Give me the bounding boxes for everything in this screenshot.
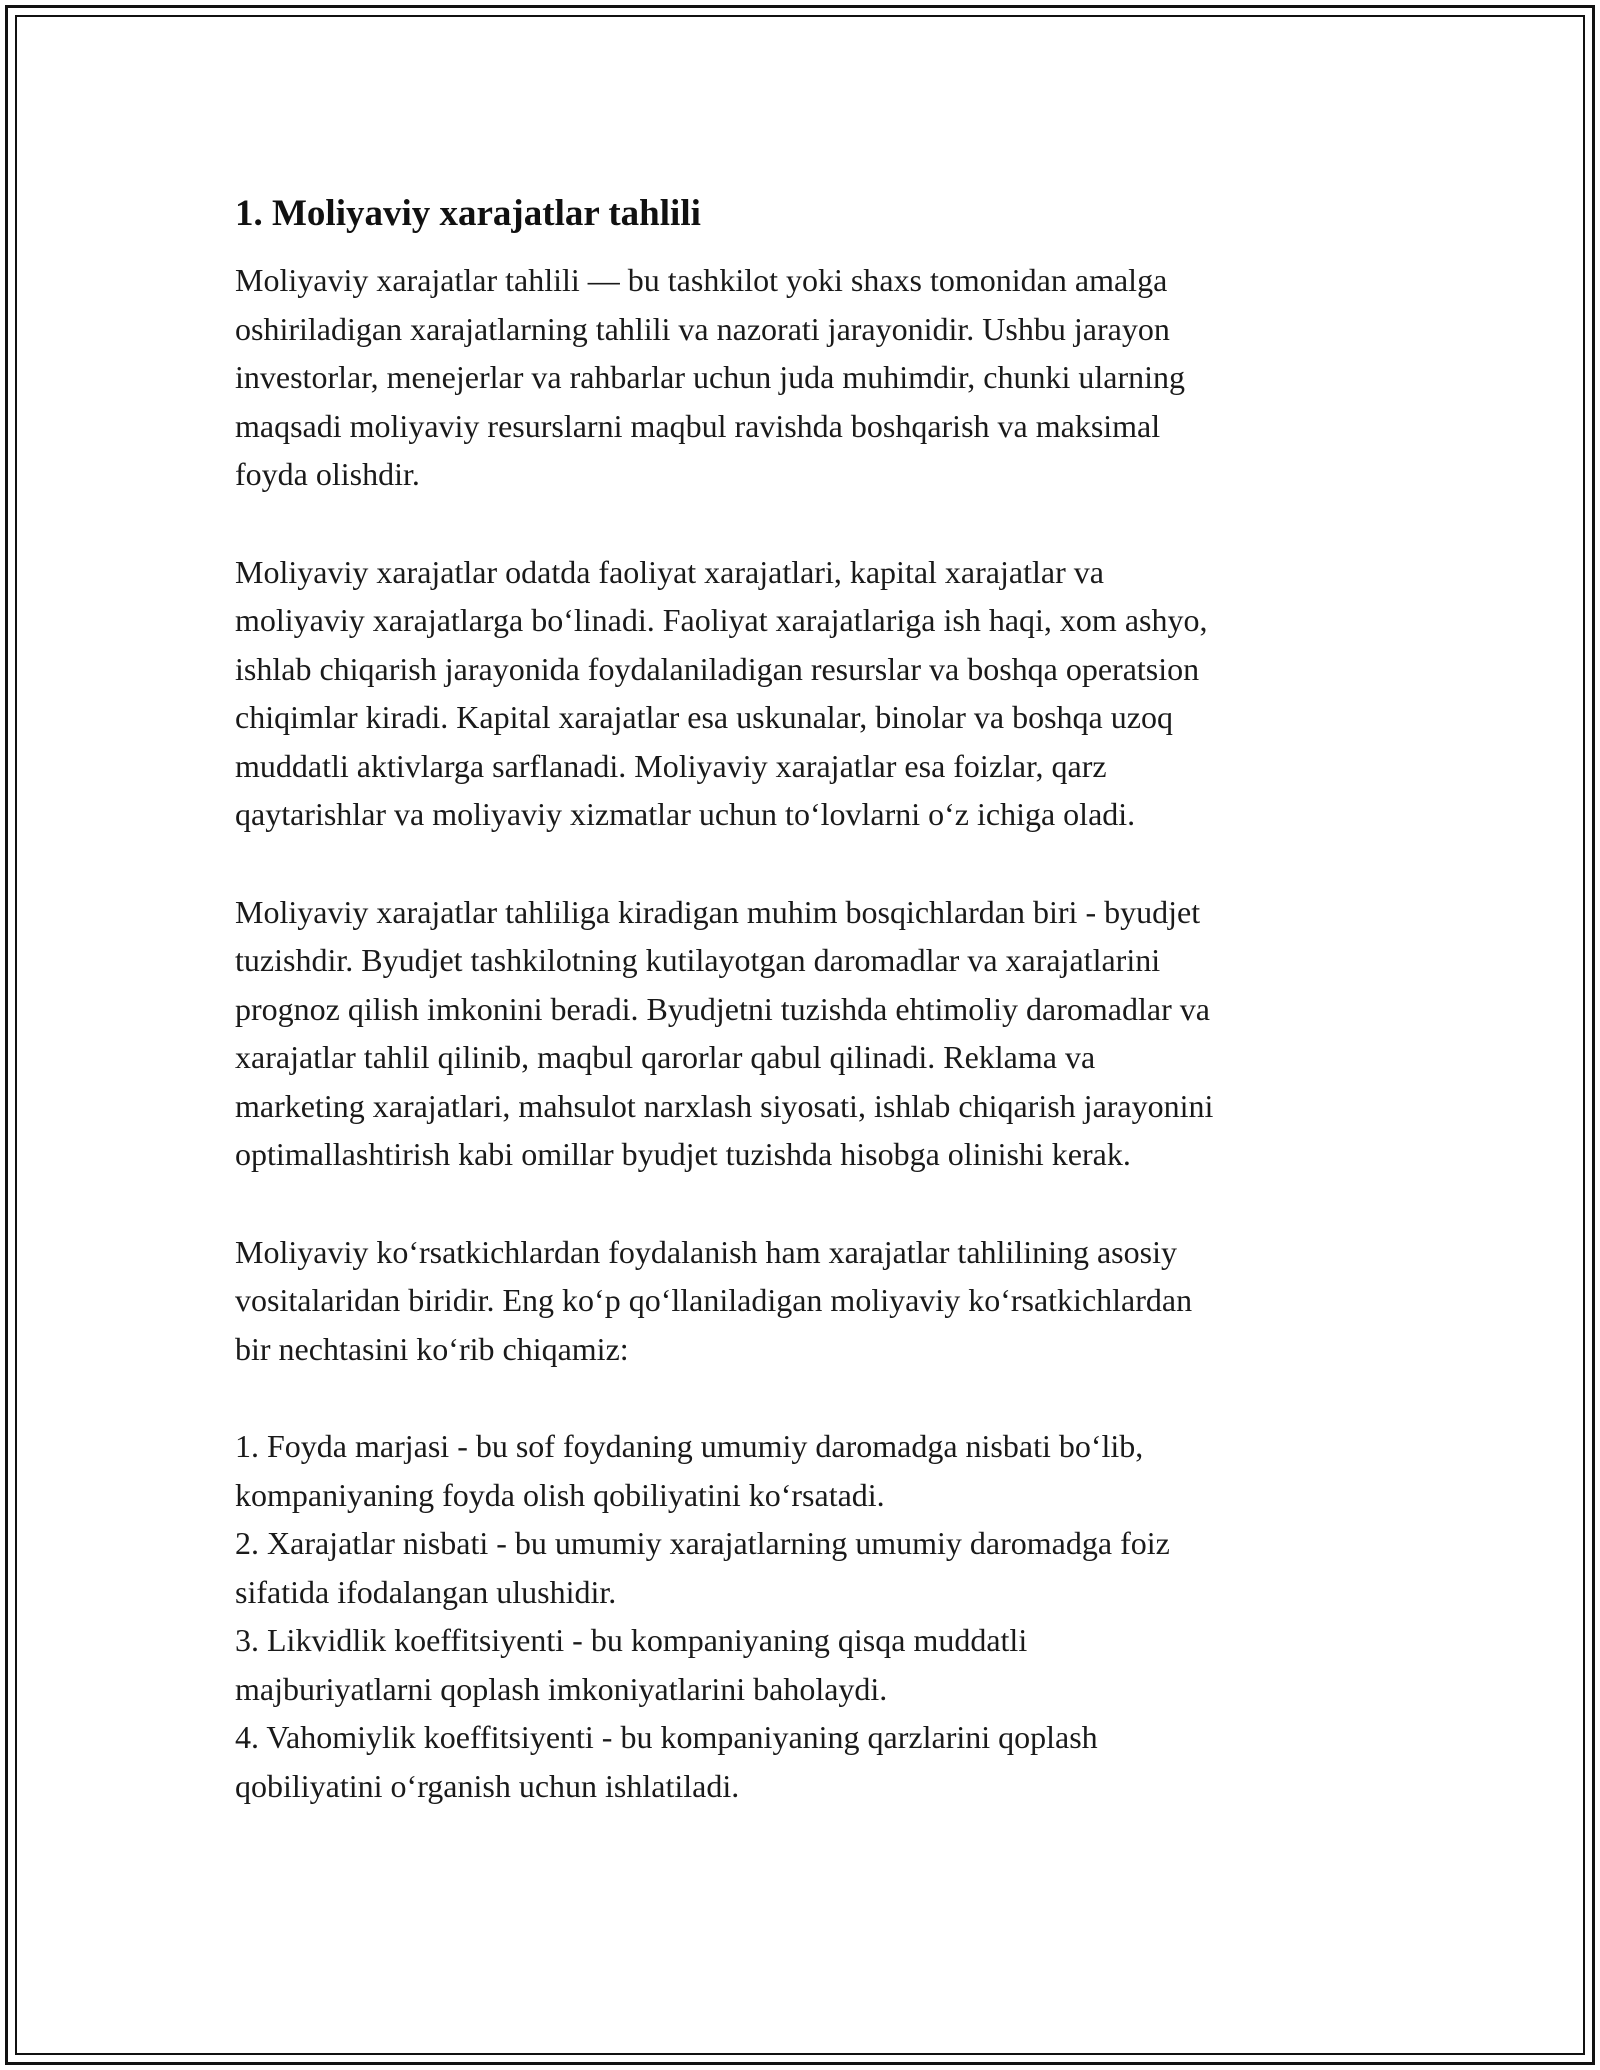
- paragraph-4: Moliyaviy ko‘rsatkichlardan foydalanish ham xarajatlar tahlilining asosiy vositalaridan biridir. Eng ko‘p qo‘llaniladigan moliyaviy ko‘rsatkichlardan bir nechtasini ko‘rib chiqamiz:: [235, 1233, 1193, 1367]
- section-heading: 1. Moliyaviy xarajatlar tahlili: [235, 193, 701, 234]
- paragraph-1: Moliyaviy xarajatlar tahlili — bu tashkilot yoki shaxs tomonidan amalga oshiriladigan xarajatlarning tahlili va nazorati jarayonidir. Ushbu jarayon investorlar, menejerlar va rahbarlar uchun juda muhimdir, chunki ularning maqsadi moliyaviy resurslarni maqbul ravishda boshqarish va maksimal foyda olishdir.: [235, 262, 1185, 492]
- document-body: [235, 190, 1375, 1810]
- paragraph-2: Moliyaviy xarajatlar odatda faoliyat xarajatlari, kapital xarajatlar va moliyaviy xarajatlarga bo‘linadi. Faoliyat xarajatlariga ish haqi, xom ashyo, ishlab chiqarish jarayonida foydalaniladigan resurslar va boshqa operatsion chiqimlar kiradi. Kapital xarajatlar esa uskunalar, binolar va boshqa uzoq muddatli aktivlarga sarflanadi. Moliyaviy xarajatlar esa foizlar, qarz qaytarishlar va moliyaviy xizmatlar uchun to‘lovlarni o‘z ichiga oladi.: [235, 553, 1208, 832]
- list-item: 1. Foyda marjasi - bu sof foydaning umumiy daromadga nisbati bo‘lib, kompaniyaning foyda olish qobiliyatini ko‘rsatadi.: [235, 1428, 1144, 1513]
- list-item: 2. Xarajatlar nisbati - bu umumiy xarajatlarning umumiy daromadga foiz sifatida ifodalangan ulushidir.: [235, 1525, 1170, 1610]
- list-item: 4. Vahomiylik koeffitsiyenti - bu kompaniyaning qarzlarini qoplash qobiliyatini o‘rganish uchun ishlatiladi.: [235, 1719, 1098, 1804]
- indicator-list: [235, 1422, 1375, 1810]
- list-item: 3. Likvidlik koeffitsiyenti - bu kompaniyaning qisqa muddatli majburiyatlarni qoplash imkoniyatlarini baholaydi.: [235, 1622, 1028, 1707]
- paragraph-3: Moliyaviy xarajatlar tahliliga kiradigan muhim bosqichlardan biri - byudjet tuzishdir. Byudjet tashkilotning kutilayotgan daromadlar va xarajatlarini prognoz qilish imkonini beradi. Byudjetni tuzishda ehtimoliy daromadlar va xarajatlar tahlil qilinib, maqbul qarorlar qabul qilinadi. Reklama va marketing xarajatlari, mahsulot narxlash siyosati, ishlab chiqarish jarayonini optimallashtirish kabi omillar byudjet tuzishda hisobga olinishi kerak.: [235, 893, 1214, 1172]
